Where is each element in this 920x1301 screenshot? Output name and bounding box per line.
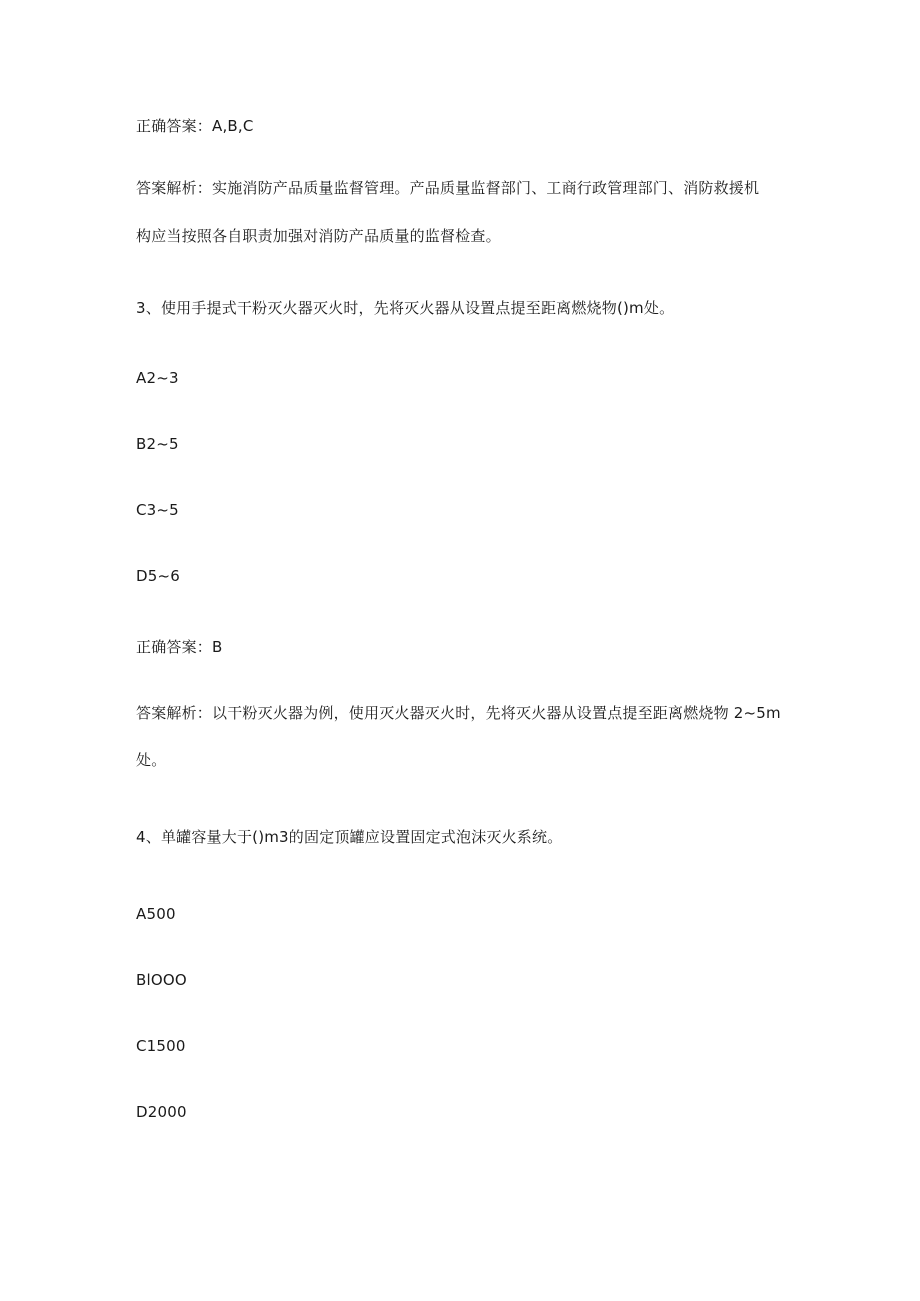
- q3-option-c: C3~5: [136, 501, 179, 519]
- q3-correct-answer: 正确答案：B: [136, 638, 223, 656]
- q3-question: 3、使用手提式干粉灭火器灭火时，先将灭火器从设置点提至距离燃烧物()m处。: [136, 299, 675, 317]
- q3-explanation-line-2: 处。: [136, 751, 167, 769]
- q4-question: 4、单罐容量大于()m3的固定顶罐应设置固定式泡沫灭火系统。: [136, 828, 563, 846]
- q3-explanation-line-1: 答案解析：以干粉灭火器为例，使用灭火器灭火时，先将灭火器从设置点提至距离燃烧物 2~5m: [136, 704, 781, 722]
- q4-option-c: C1500: [136, 1037, 186, 1055]
- q2-explanation-line-1: 答案解析：实施消防产品质量监督管理。产品质量监督部门、工商行政管理部门、消防救援机: [136, 179, 760, 197]
- q4-option-d: D2000: [136, 1103, 187, 1121]
- q4-option-a: A500: [136, 905, 176, 923]
- q4-option-b: BlOOO: [136, 971, 187, 989]
- q3-option-b: B2~5: [136, 435, 179, 453]
- q3-option-a: A2~3: [136, 369, 179, 387]
- q2-explanation-line-2: 构应当按照各自职责加强对消防产品质量的监督检查。: [136, 227, 501, 245]
- q2-correct-answer: 正确答案：A,B,C: [136, 117, 254, 135]
- q3-option-d: D5~6: [136, 567, 181, 585]
